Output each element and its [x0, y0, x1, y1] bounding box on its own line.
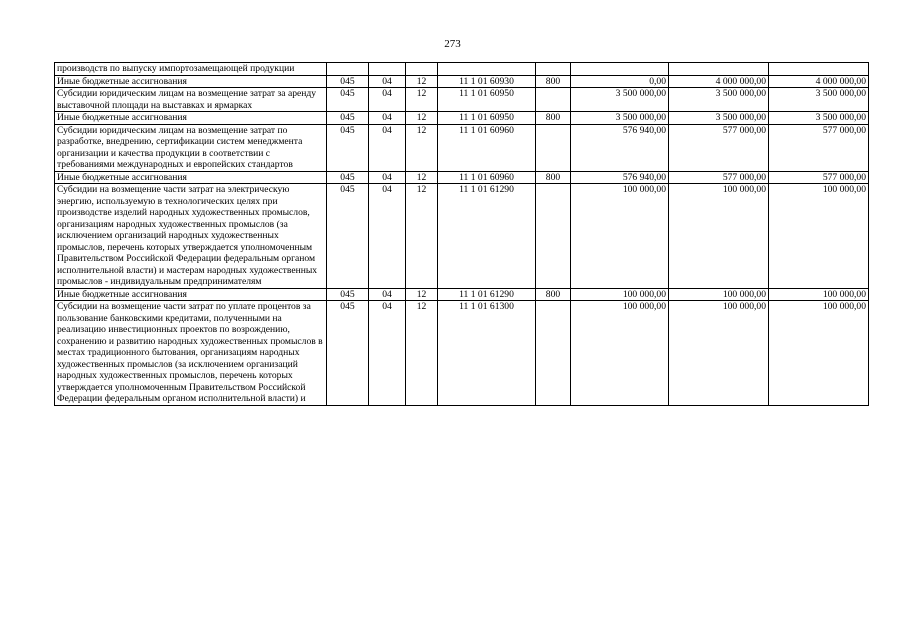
cell-subsection: 12: [406, 171, 438, 184]
cell-ministry: 045: [327, 301, 369, 406]
cell-name: Иные бюджетные ассигнования: [55, 288, 327, 301]
cell-section: 04: [369, 75, 406, 88]
cell-subsection: 12: [406, 75, 438, 88]
page-number: 273: [444, 38, 461, 50]
cell-section: 04: [369, 171, 406, 184]
cell-subsection: [406, 63, 438, 76]
cell-section: 04: [369, 184, 406, 289]
cell-sum-1: 576 940,00: [571, 171, 669, 184]
table-row: [55, 63, 869, 76]
cell-sum-1: 0,00: [571, 75, 669, 88]
cell-sum-1: [571, 63, 669, 76]
cell-sum-1: 3 500 000,00: [571, 112, 669, 125]
cell-sum-1: 3 500 000,00: [571, 88, 669, 112]
cell-ministry: 045: [327, 288, 369, 301]
table-row: [55, 75, 869, 88]
cell-article: 11 1 01 61300: [438, 301, 536, 406]
cell-expense-type: [536, 63, 571, 76]
cell-expense-type: [536, 184, 571, 289]
cell-sum-2: 100 000,00: [669, 288, 769, 301]
cell-ministry: [327, 63, 369, 76]
table-row: [55, 88, 869, 112]
cell-article: 11 1 01 61290: [438, 184, 536, 289]
cell-section: 04: [369, 301, 406, 406]
cell-sum-2: 3 500 000,00: [669, 112, 769, 125]
cell-sum-3: 100 000,00: [769, 288, 869, 301]
cell-sum-2: [669, 63, 769, 76]
cell-expense-type: 800: [536, 112, 571, 125]
cell-subsection: 12: [406, 88, 438, 112]
cell-sum-3: 577 000,00: [769, 171, 869, 184]
cell-expense-type: 800: [536, 288, 571, 301]
cell-sum-3: 100 000,00: [769, 184, 869, 289]
cell-expense-type: [536, 88, 571, 112]
cell-sum-1: 100 000,00: [571, 288, 669, 301]
table-row: [55, 288, 869, 301]
cell-ministry: 045: [327, 112, 369, 125]
cell-name: Иные бюджетные ассигнования: [55, 112, 327, 125]
cell-subsection: 12: [406, 288, 438, 301]
table-row: [55, 171, 869, 184]
cell-section: 04: [369, 88, 406, 112]
cell-ministry: 045: [327, 88, 369, 112]
table-row: [55, 124, 869, 171]
cell-subsection: 12: [406, 112, 438, 125]
cell-subsection: 12: [406, 301, 438, 406]
table-row: [55, 301, 869, 406]
cell-name: Субсидии юридическим лицам на возмещение затрат за аренду выставочной площади на выставках и ярмарках: [55, 88, 327, 112]
cell-expense-type: [536, 301, 571, 406]
cell-name: Субсидии на возмещение части затрат на электрическую энергию, используемую в технологических целях при производстве изделий народных художественных промыслов, организациям народных художественных промыслов (за исключением организаций народных художественных промыслов, перечень которых утверждается уполномоченным Правительством Российской Федерации федеральным органом исполнительной власти) и мастерам народных художественных промыслов - индивидуальным предпринимателям: [55, 184, 327, 289]
cell-subsection: 12: [406, 124, 438, 171]
cell-subsection: 12: [406, 184, 438, 289]
cell-article: 11 1 01 61290: [438, 288, 536, 301]
cell-sum-3: 3 500 000,00: [769, 88, 869, 112]
cell-sum-3: 100 000,00: [769, 301, 869, 406]
cell-article: 11 1 01 60960: [438, 124, 536, 171]
cell-sum-3: 4 000 000,00: [769, 75, 869, 88]
cell-ministry: 045: [327, 184, 369, 289]
cell-sum-2: 4 000 000,00: [669, 75, 769, 88]
cell-section: 04: [369, 124, 406, 171]
cell-ministry: 045: [327, 124, 369, 171]
cell-name: Субсидии юридическим лицам на возмещение затрат по разработке, внедрению, сертификации систем менеджмента организации и качества продукции в соответствии с требованиями международных и европейских стандартов: [55, 124, 327, 171]
cell-section: 04: [369, 288, 406, 301]
cell-expense-type: 800: [536, 75, 571, 88]
cell-sum-3: [769, 63, 869, 76]
cell-article: 11 1 01 60960: [438, 171, 536, 184]
table-row: [55, 184, 869, 289]
cell-expense-type: 800: [536, 171, 571, 184]
cell-sum-3: 577 000,00: [769, 124, 869, 171]
cell-expense-type: [536, 124, 571, 171]
cell-sum-1: 100 000,00: [571, 301, 669, 406]
cell-ministry: 045: [327, 75, 369, 88]
cell-sum-2: 3 500 000,00: [669, 88, 769, 112]
cell-article: [438, 63, 536, 76]
cell-name: Иные бюджетные ассигнования: [55, 75, 327, 88]
cell-ministry: 045: [327, 171, 369, 184]
cell-article: 11 1 01 60950: [438, 88, 536, 112]
cell-sum-3: 3 500 000,00: [769, 112, 869, 125]
cell-name: Субсидии на возмещение части затрат по уплате процентов за пользование банковскими кредитами, полученными на реализацию инвестиционных проектов по возрождению, сохранению и развитию народных художественных промыслов в местах традиционного бытования, организациям народных художественных промыслов (за исключением организаций народных художественных промыслов, перечень которых утверждается уполномоченным Правительством Российской Федерации федеральным органом исполнительной власти) и: [55, 301, 327, 406]
cell-article: 11 1 01 60930: [438, 75, 536, 88]
cell-sum-2: 100 000,00: [669, 184, 769, 289]
cell-section: 04: [369, 112, 406, 125]
cell-name: производств по выпуску импортозамещающей продукции: [55, 63, 327, 76]
cell-sum-2: 577 000,00: [669, 171, 769, 184]
cell-section: [369, 63, 406, 76]
cell-name: Иные бюджетные ассигнования: [55, 171, 327, 184]
cell-article: 11 1 01 60950: [438, 112, 536, 125]
cell-sum-2: 577 000,00: [669, 124, 769, 171]
cell-sum-2: 100 000,00: [669, 301, 769, 406]
cell-sum-1: 576 940,00: [571, 124, 669, 171]
cell-sum-1: 100 000,00: [571, 184, 669, 289]
table-row: [55, 112, 869, 125]
budget-table: [54, 62, 869, 406]
